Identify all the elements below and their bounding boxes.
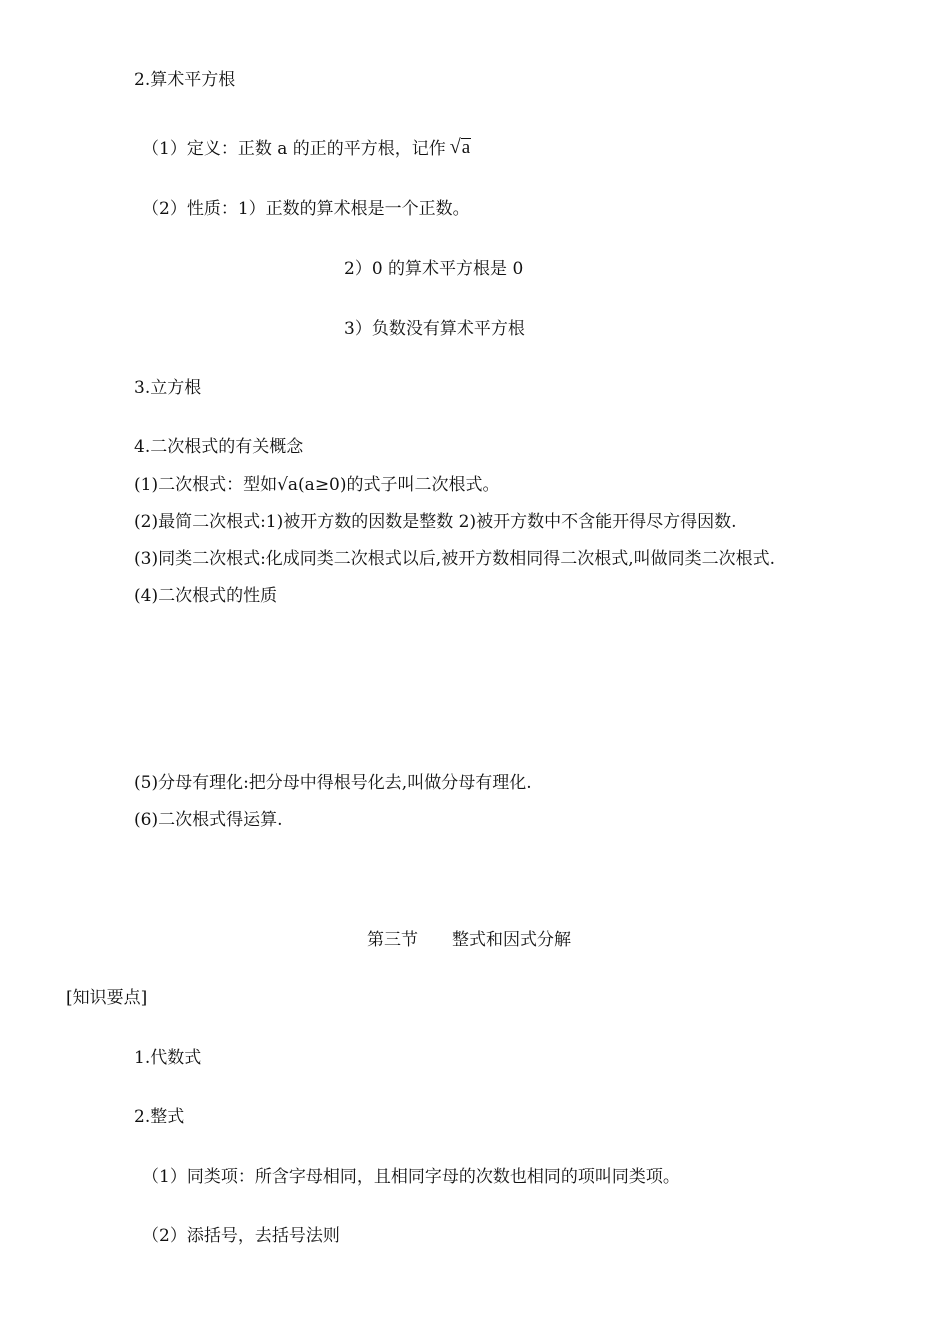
knowledge-points-label: [知识要点]: [66, 988, 148, 1008]
chapter-title: 第三节 整式和因式分解: [367, 930, 571, 950]
property-line-2: 2）0 的算术平方根是 0: [344, 259, 524, 279]
point-polynomial: 2.整式: [134, 1107, 185, 1127]
radical-item-4: (4)二次根式的性质: [134, 586, 278, 606]
radical-item-3: (3)同类二次根式:化成同类二次根式以后,被开方数相同得二次根式,叫做同类二次根式.: [134, 549, 776, 569]
property-line-1: （2）性质：1）正数的算术根是一个正数。: [142, 199, 470, 219]
radical-sign-icon: √: [449, 136, 461, 158]
definition-text: （1）定义：正数 a 的正的平方根，记作: [142, 139, 446, 159]
sqrt-a-formula: [450, 136, 471, 159]
point-like-terms: （1）同类项：所含字母相同，且相同字母的次数也相同的项叫同类项。: [142, 1167, 680, 1187]
section-heading-cube-root: 3.立方根: [134, 378, 202, 398]
definition-line: [142, 136, 471, 160]
property-line-3: 3）负数没有算术平方根: [344, 319, 525, 339]
sqrt-radicand: a: [461, 137, 471, 158]
radical-item-1: (1)二次根式：型如√a(a≥0)的式子叫二次根式。: [134, 475, 500, 495]
section-heading-arithmetic-root: 2.算术平方根: [134, 70, 236, 90]
radical-item-2: (2)最简二次根式:1)被开方数的因数是整数 2)被开方数中不含能开得尽方得因数.: [134, 512, 737, 532]
point-bracket-rules: （2）添括号，去括号法则: [142, 1226, 340, 1246]
point-algebraic-expression: 1.代数式: [134, 1048, 202, 1068]
radical-item-5: (5)分母有理化:把分母中得根号化去,叫做分母有理化.: [134, 773, 532, 793]
section-heading-quadratic-radical: 4.二次根式的有关概念: [134, 437, 304, 457]
radical-item-6: (6)二次根式得运算.: [134, 810, 283, 830]
